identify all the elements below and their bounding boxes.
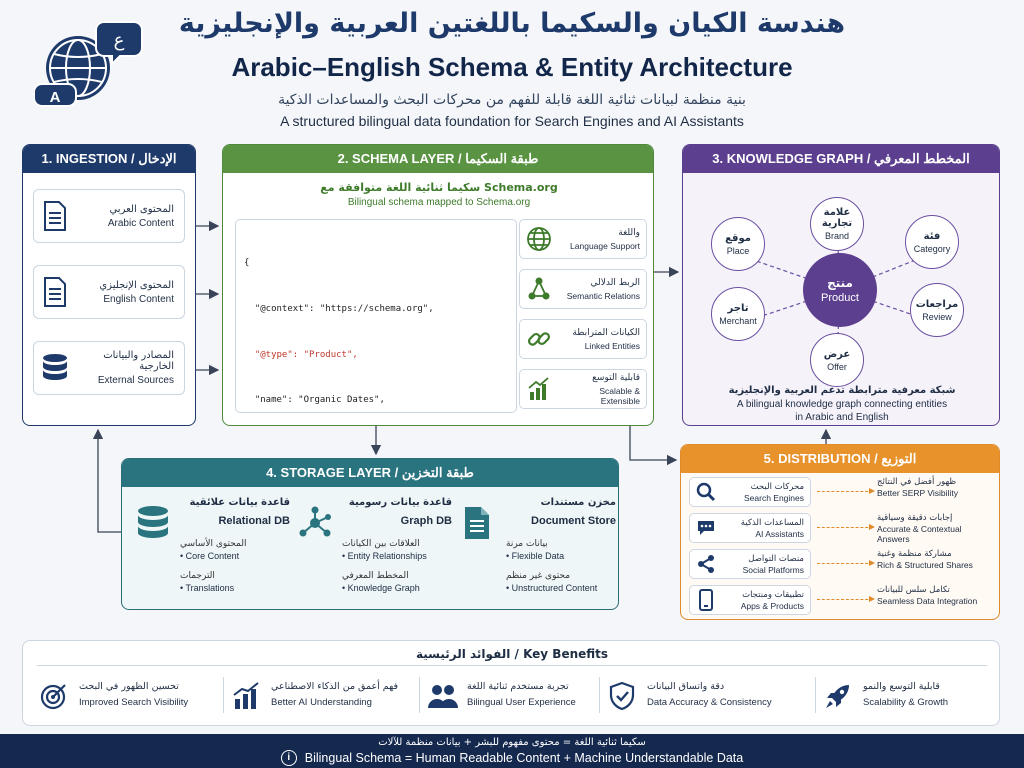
ingestion-item-label-ar: المحتوى الإنجليزي [99,279,174,291]
kg-node-label-ar: موقع [725,232,751,244]
ingestion-item-external[interactable] [33,341,185,395]
ingestion-title: 1. INGESTION / الإدخال [23,145,195,173]
channel-search-engines[interactable] [689,477,811,507]
knowledge-graph-title: 3. KNOWLEDGE GRAPH / المخطط المعرفي [683,145,999,173]
result-label-en: Better SERP Visibility [877,488,958,498]
benefit-label-ar: تجربة مستخدم ثنائية اللغة [467,681,569,692]
benefit-label-en: Scalability & Growth [863,697,949,708]
kg-node-label-en: Place [726,245,750,256]
distribution-result [877,477,993,498]
benefit-label-en: Improved Search Visibility [79,697,189,708]
database-icon [41,353,69,383]
kg-center-label-en: Product [821,292,859,304]
target-icon [39,681,69,711]
storage-item-ar: بيانات مرنة [506,539,548,549]
kg-node-product[interactable] [803,253,877,327]
distribution-arrow [817,563,873,564]
benefit-label-en: Better AI Understanding [271,697,372,708]
users-icon [427,681,459,711]
growth-chart-icon [526,376,552,402]
kg-node-label-ar: فئة [923,230,941,242]
storage-item-en: • Core Content [180,551,240,561]
storage-item-en: • Entity Relationships [342,551,427,561]
storage-item-en: • Translations [180,583,235,593]
code-line: "@context": "https://schema.org", [244,304,434,315]
distribution-row-ai [689,513,993,545]
chat-icon [696,518,716,538]
result-label-ar: تكامل سلس للبيانات [877,585,950,595]
footer-text-ar: سكيما ثنائية اللغة = محتوى مفهوم للبشر + بيانات منظمة للآلات [378,737,646,748]
key-benefits-panel [22,640,1000,726]
kg-node-label-ar: علامة تجارية [821,207,853,229]
distribution-result [877,549,993,570]
page-subtitle-ar: بنية منظمة لبيانات ثنائية اللغة قابلة للفهم من محركات البحث والمساعدات الذكية [278,92,746,108]
storage-item-en: • Flexible Data [506,551,565,561]
globe-icon [526,226,552,252]
distribution-title: 5. DISTRIBUTION / التوزيع [681,445,999,473]
page-title-en: Arabic–English Schema & Entity Architecture [231,52,793,82]
channel-label-en: Search Engines [743,492,804,503]
kg-node-label-en: Review [922,311,952,322]
feature-label-ar: الربط الدلالي [590,277,640,288]
benefit-scalability [823,677,993,717]
kg-node-merchant[interactable] [711,287,765,341]
result-label-en: Rich & Structured Shares [877,560,973,570]
distribution-arrow [817,599,873,600]
storage-col-title-en: Document Store [531,515,616,527]
distribution-panel [680,444,1000,620]
storage-item-ar: العلاقات بين الكيانات [342,539,420,549]
storage-col-title-ar: قاعدة بيانات علائقية [189,497,290,508]
channel-label-ar: المساعدات الذكية [740,517,804,528]
kg-node-label-ar: مراجعات [915,298,959,310]
kg-node-category[interactable] [905,215,959,269]
channel-apps-products[interactable] [689,585,811,615]
benefit-label-en: Data Accuracy & Consistency [647,697,772,708]
channel-label-en: Social Platforms [742,564,804,575]
shield-check-icon [607,681,637,711]
result-label-ar: إجابات دقيقة وسياقية [877,513,953,523]
bar-chart-icon [231,681,261,711]
kg-node-label-en: Merchant [719,315,757,326]
feature-label-en: Language Support [570,240,640,251]
storage-item-en: • Unstructured Content [506,583,598,593]
channel-ai-assistants[interactable] [689,513,811,543]
page-title-ar: هندسة الكيان والسكيما باللغتين العربية والإنجليزية [178,8,846,39]
feature-scalable[interactable] [519,369,647,409]
kg-node-offer[interactable] [810,333,864,387]
storage-item-ar: المحتوى الأساسي [180,539,247,549]
benefit-ai-understanding [231,677,421,717]
kg-node-label-en: Brand [824,231,850,241]
storage-panel [121,458,619,610]
kg-node-label-en: Offer [827,361,847,372]
distribution-arrow [817,527,873,528]
feature-label-ar: قابلية التوسع [592,372,640,383]
document-icon [43,277,67,307]
divider [599,677,600,713]
kg-caption-en-1: A bilingual knowledge graph connecting entities [736,399,948,410]
divider [37,665,987,666]
feature-label-en: Scalable & Extensible [599,385,640,406]
ingestion-item-label-ar: المصادر والبيانات الخارجية [103,350,174,372]
footer-text-en: Bilingual Schema = Human Readable Content + Machine Understandable Data [304,751,744,765]
feature-semantic-relations[interactable] [519,269,647,309]
channel-label-ar: تطبيقات ومنتجات [742,589,804,600]
ingestion-item-label-en: External Sources [97,375,174,386]
storage-item-ar: الترجمات [180,571,215,581]
feature-label-ar: الكيانات المترابطة [572,327,640,338]
divider [223,677,224,713]
benefit-label-en: Bilingual User Experience [467,697,576,708]
page-subtitle-en: A structured bilingual data foundation for Search Engines and AI Assistants [280,113,744,129]
logo-letter-ar: ع [113,30,125,51]
kg-node-place[interactable] [711,217,765,271]
channel-social-platforms[interactable] [689,549,811,579]
storage-title: 4. STORAGE LAYER / طبقة التخزين [122,459,618,487]
benefit-data-accuracy [607,677,797,717]
link-icon [526,326,552,352]
kg-node-label-en: Category [913,243,951,254]
knowledge-graph-panel [682,144,1000,426]
code-line: "@type": "Product", [244,349,358,360]
benefit-label-ar: تحسين الظهور في البحث [79,681,179,692]
channel-label-en: Apps & Products [740,600,804,611]
result-label-ar: مشاركة منظمة وغنية [877,549,952,559]
graph-icon [298,505,332,541]
benefit-label-ar: قابلية التوسع والنمو [863,681,940,692]
footer-text-en-row [0,750,1024,766]
logo-letter-en: A [49,89,61,106]
rocket-icon [823,681,853,711]
benefit-label-ar: دقة واتساق البيانات [647,681,725,692]
kg-caption-ar: شبكة معرفية مترابطة تدعم العربية والإنجليزية [728,385,956,396]
ingestion-item-english[interactable] [33,265,185,319]
ingestion-item-arabic[interactable] [33,189,185,243]
share-icon [696,554,716,574]
benefit-bilingual-ux [427,677,617,717]
feature-linked-entities[interactable] [519,319,647,359]
schema-panel [222,144,654,426]
document-icon [462,505,492,541]
search-icon [696,482,716,502]
feature-label-en: Semantic Relations [566,290,640,301]
divider [419,677,420,713]
database-icon [136,505,170,541]
schema-caption-ar: سكيما ثنائية اللغة متوافقة مع Schema.org [320,181,558,194]
distribution-row-social [689,549,993,581]
kg-center-label-ar: منتج [827,276,853,290]
storage-col-title-en: Graph DB [400,515,452,527]
benefit-search-visibility [39,677,229,717]
document-icon [43,201,67,231]
network-icon [526,276,552,302]
distribution-row-apps [689,585,993,617]
footer-banner [0,734,1024,768]
code-line: "name": "Organic Dates", [244,395,385,406]
feature-label-en: Linked Entities [584,340,640,351]
storage-col-title-ar: قاعدة بيانات رسومية [348,497,452,508]
distribution-arrow [817,491,873,492]
kg-node-label-ar: عرض [823,348,851,360]
key-benefits-title: الفوائد الرئيسية / Key Benefits [415,647,609,661]
schema-title: 2. SCHEMA LAYER / طبقة السكيما [223,145,653,173]
distribution-result [877,513,993,544]
ingestion-item-label-en: Arabic Content [107,217,174,229]
result-label-en: Seamless Data Integration [877,596,978,606]
channel-label-ar: منصات التواصل [748,553,804,564]
result-label-en: Accurate & Contextual Answers [877,524,962,544]
storage-item-en: • Knowledge Graph [342,583,420,593]
channel-label-ar: محركات البحث [750,481,804,492]
channel-label-en: AI Assistants [755,528,804,539]
ingestion-item-label-ar: المحتوى العربي [109,203,174,215]
kg-node-review[interactable] [910,283,964,337]
ingestion-panel [22,144,196,426]
kg-node-label-ar: تاجر [727,302,749,314]
info-icon: i [281,750,297,766]
code-line: { [244,258,250,269]
feature-language-support[interactable] [519,219,647,259]
kg-caption-en-2: in Arabic and English [795,412,889,423]
divider [815,677,816,713]
storage-item-ar: محتوى غير منظم [506,571,571,581]
benefit-label-ar: فهم أعمق من الذكاء الاصطناعي [271,681,399,692]
storage-col-title-en: Relational DB [218,515,290,527]
storage-col-title-ar: مخزن مستندات [540,497,616,508]
kg-node-brand[interactable] [810,197,864,251]
mobile-icon [696,589,716,611]
distribution-result [877,585,993,606]
ingestion-item-label-en: English Content [103,293,174,305]
storage-item-ar: المخطط المعرفي [342,571,409,581]
feature-label-ar: واللغة [618,227,640,238]
distribution-row-search [689,477,993,509]
result-label-ar: ظهور أفضل في النتائج [877,477,957,487]
json-ld-code-block [235,219,517,413]
schema-caption-en: Bilingual schema mapped to Schema.org [347,197,531,208]
